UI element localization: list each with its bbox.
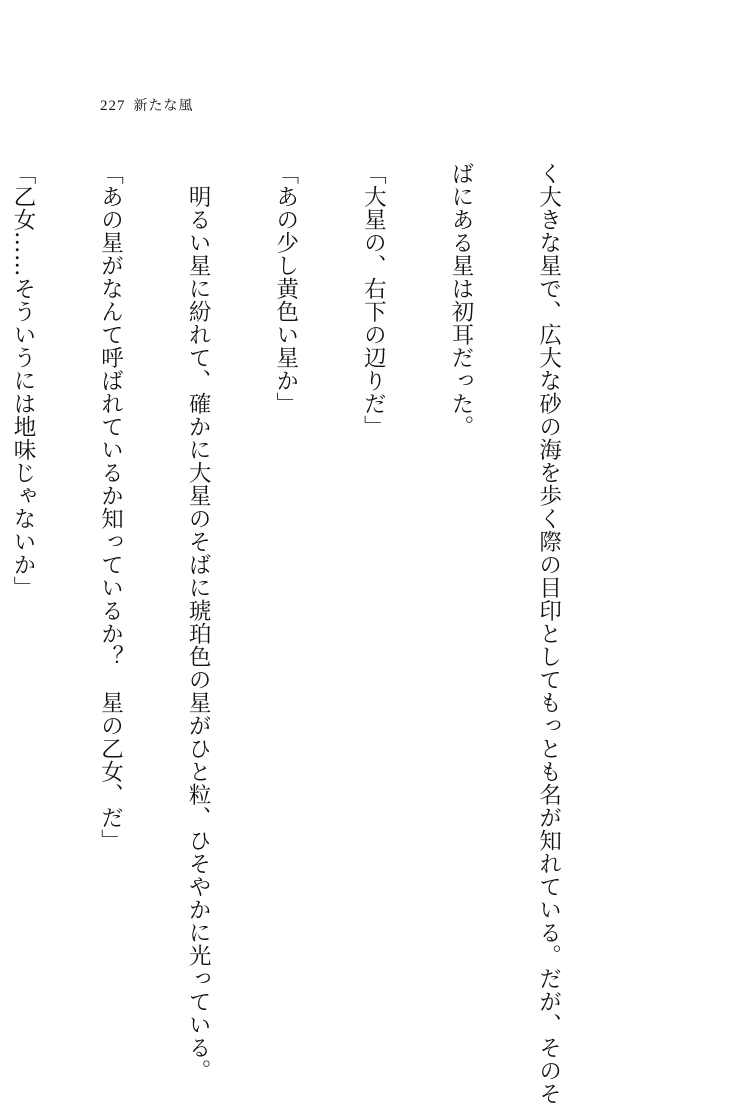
text-line: く大きな星で、広大な砂の海を歩く際の目印としてもっとも名が知れている。だが、そのそ — [535, 162, 562, 1105]
vertical-body-text — [0, 162, 621, 1105]
text-line: 明るい星に紛れて、確かに大星のそばに琥珀色の星がひと粒、ひそやかに光っている。 — [185, 162, 212, 1082]
dialogue-line: 「あの少し黄色い星か」 — [272, 162, 299, 415]
dialogue-line: 「あの星がなんて呼ばれているか知っているか？ 星の乙女、だ」 — [97, 162, 124, 852]
dialogue-line: 「乙女……そういうには地味じゃないか」 — [9, 162, 36, 599]
text-line: ばにある星は初耳だった。 — [447, 162, 474, 438]
chapter-title: 新たな風 — [133, 98, 194, 114]
running-header — [100, 95, 194, 115]
page-number: 227 — [100, 98, 126, 114]
dialogue-line: 「大星の、右下の辺りだ」 — [360, 162, 387, 438]
